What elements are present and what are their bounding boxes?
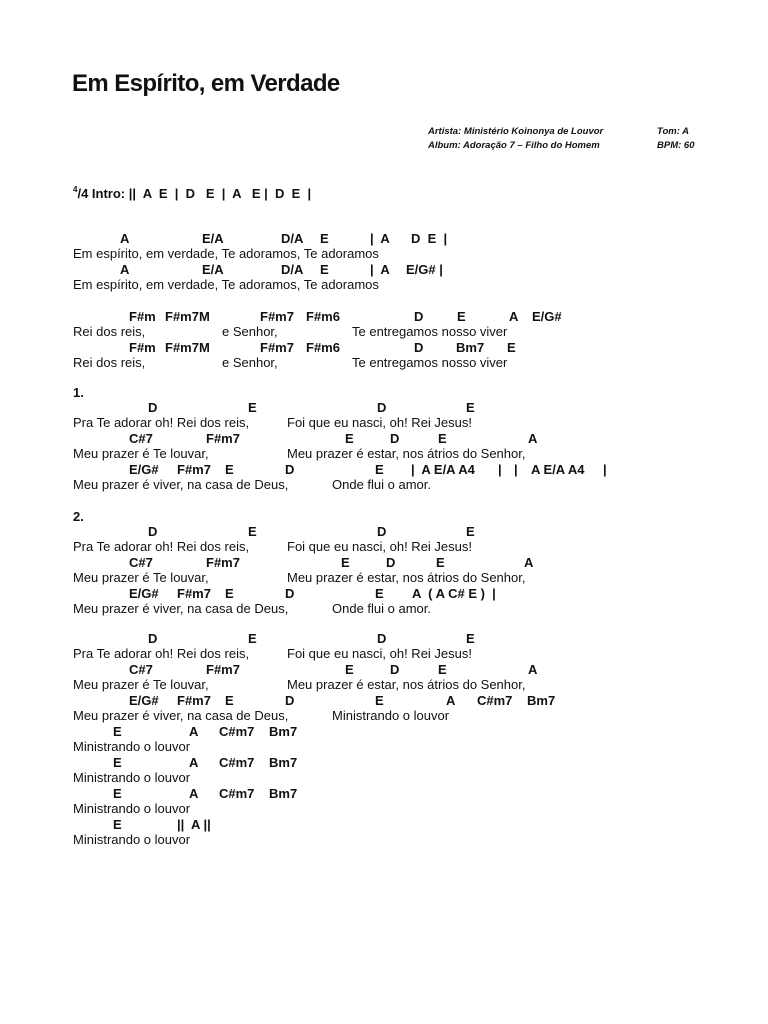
lyric-segment: Meu prazer é viver, na casa de Deus, (73, 708, 289, 723)
chord: D (285, 693, 295, 708)
chord: E/G# (532, 309, 562, 324)
lyric-segment: Ministrando o louvor (73, 832, 191, 847)
chord: E (225, 462, 234, 477)
intro-chords: /4 Intro: || A E | D E | A E | D E | (77, 186, 312, 201)
chord: E/G# (129, 462, 159, 477)
chord: D (148, 400, 158, 415)
chord: A (524, 555, 534, 570)
chord: E (507, 340, 516, 355)
chord: Bm7 (527, 693, 556, 708)
lyric-segment: Onde flui o amor. (332, 477, 431, 492)
chord: | (603, 462, 607, 477)
chord: C#m7 (219, 755, 255, 770)
lyric-segment: Ministrando o louvor (332, 708, 450, 723)
chord: A (446, 693, 456, 708)
chord: D (414, 340, 424, 355)
chord: 1. (73, 385, 84, 400)
chord: E (375, 586, 384, 601)
chord: Bm7 (269, 724, 298, 739)
chord: D (414, 309, 424, 324)
chord: E (466, 631, 475, 646)
chord: D (377, 524, 387, 539)
lyric-segment: Meu prazer é Te louvar, (73, 677, 209, 692)
chord: F#m7 (206, 431, 240, 446)
chord: E (225, 586, 234, 601)
chord: C#7 (129, 662, 153, 677)
chord: E (113, 755, 122, 770)
chord: D (148, 631, 158, 646)
chord: F#m7 (177, 693, 211, 708)
chord: E (248, 400, 257, 415)
chord: E (320, 262, 329, 277)
chord: F#m7 (260, 340, 294, 355)
album-name: Adoração 7 – Filho do Homem (463, 140, 600, 151)
chord: C#m7 (219, 786, 255, 801)
chord: F#m7 (206, 662, 240, 677)
lyric-segment: Ministrando o louvor (73, 739, 191, 754)
chord: F#m7 (177, 462, 211, 477)
chord: E (248, 524, 257, 539)
chord: | A (370, 231, 390, 246)
chord: E/A (202, 262, 224, 277)
chord: A ( A C# E ) | (412, 586, 496, 601)
lyric-segment: Pra Te adorar oh! Rei dos reis, (73, 539, 250, 554)
chord: D E | (411, 231, 448, 246)
lyric-segment: Pra Te adorar oh! Rei dos reis, (73, 415, 250, 430)
chord: A (509, 309, 519, 324)
chord: E (436, 555, 445, 570)
key-label: Tom: (657, 126, 683, 137)
chord: E (113, 786, 122, 801)
chord: F#m (129, 340, 156, 355)
lyric-segment: Pra Te adorar oh! Rei dos reis, (73, 646, 250, 661)
chord: F#m7M (165, 340, 210, 355)
chord: A E/A A4 (531, 462, 585, 477)
chord: A (528, 662, 538, 677)
song-title: Em Espírito, em Verdade (72, 70, 340, 97)
chord: F#m7 (260, 309, 294, 324)
lyric-segment: Te entregamos nosso viver (352, 355, 508, 370)
chord: C#7 (129, 555, 153, 570)
lyric-segment: Em espírito, em verdade, Te adoramos, Te adoramos (73, 246, 379, 261)
chord: A (189, 724, 199, 739)
chord: E (341, 555, 350, 570)
chord: | A E/A A4 (411, 462, 475, 477)
chord: E (375, 462, 384, 477)
chord: D (390, 431, 400, 446)
chord: A (189, 786, 199, 801)
chord: A (189, 755, 199, 770)
chord: D/A (281, 262, 304, 277)
lyric-segment: Em espírito, em verdade, Te adoramos, Te adoramos (73, 277, 379, 292)
chord: D (377, 400, 387, 415)
chord: D (148, 524, 158, 539)
chord: F#m7 (177, 586, 211, 601)
chord: Bm7 (269, 786, 298, 801)
chord: E (457, 309, 466, 324)
chord: E (113, 817, 122, 832)
chord: D/A (281, 231, 304, 246)
chord: F#m7 (206, 555, 240, 570)
lyric-segment: Foi que eu nasci, oh! Rei Jesus! (287, 539, 472, 554)
chord: C#m7 (219, 724, 255, 739)
chord: C#m7 (477, 693, 513, 708)
lyric-segment: Foi que eu nasci, oh! Rei Jesus! (287, 415, 472, 430)
lyric-segment: Meu prazer é estar, nos átrios do Senhor, (287, 446, 526, 461)
time-signature-numerator: 4 (73, 185, 78, 194)
chord: F#m6 (306, 309, 340, 324)
chord-sheet (73, 0, 753, 1024)
chord: E/G# (129, 586, 159, 601)
lyric-segment: Foi que eu nasci, oh! Rei Jesus! (287, 646, 472, 661)
album-label: Album: (428, 140, 464, 151)
chord: E (438, 431, 447, 446)
chord: D (377, 631, 387, 646)
chord: D (386, 555, 396, 570)
lyric-segment: e Senhor, (222, 324, 278, 339)
chord: A (120, 262, 130, 277)
chord: E/G# | (406, 262, 443, 277)
chord: Bm7 (269, 755, 298, 770)
chord: E (466, 400, 475, 415)
lyric-segment: Onde flui o amor. (332, 601, 431, 616)
chord: E (345, 662, 354, 677)
lyric-segment: Ministrando o louvor (73, 801, 191, 816)
key-value: A (682, 126, 690, 137)
chord: E (113, 724, 122, 739)
lyric-segment: Meu prazer é viver, na casa de Deus, (73, 601, 289, 616)
chord: E/G# (129, 693, 159, 708)
chord: D (285, 462, 295, 477)
chord: D (390, 662, 400, 677)
chord: E (345, 431, 354, 446)
chord: || A || (177, 817, 211, 832)
lyric-segment: Rei dos reis, (73, 324, 146, 339)
lyric-segment: Rei dos reis, (73, 355, 146, 370)
chord: | (514, 462, 518, 477)
lyric-segment: Meu prazer é estar, nos átrios do Senhor, (287, 677, 526, 692)
chord: F#m (129, 309, 156, 324)
lyric-segment: e Senhor, (222, 355, 278, 370)
chord: E (225, 693, 234, 708)
chord: D (285, 586, 295, 601)
artist-name: Ministério Koinonya de Louvor (463, 126, 604, 137)
bpm-value: 60 (683, 140, 695, 151)
chord: | (498, 462, 502, 477)
chord: E (438, 662, 447, 677)
bpm-label: BPM: (657, 140, 684, 151)
chord: Bm7 (456, 340, 485, 355)
lyric-segment: Meu prazer é Te louvar, (73, 570, 209, 585)
chord: E/A (202, 231, 224, 246)
chord: E (320, 231, 329, 246)
chord: A (120, 231, 130, 246)
lyric-segment: Ministrando o louvor (73, 770, 191, 785)
chord: F#m7M (165, 309, 210, 324)
lyric-segment: Meu prazer é Te louvar, (73, 446, 209, 461)
lyric-segment: Meu prazer é estar, nos átrios do Senhor, (287, 570, 526, 585)
chord: E (248, 631, 257, 646)
lyric-segment: Meu prazer é viver, na casa de Deus, (73, 477, 289, 492)
lyric-segment: Te entregamos nosso viver (352, 324, 508, 339)
chord: A (528, 431, 538, 446)
chord: 2. (73, 509, 84, 524)
artist-label: Artista: (428, 126, 464, 137)
chord: C#7 (129, 431, 153, 446)
chord: | A (370, 262, 390, 277)
chord: E (466, 524, 475, 539)
chord: F#m6 (306, 340, 340, 355)
chord: E (375, 693, 384, 708)
